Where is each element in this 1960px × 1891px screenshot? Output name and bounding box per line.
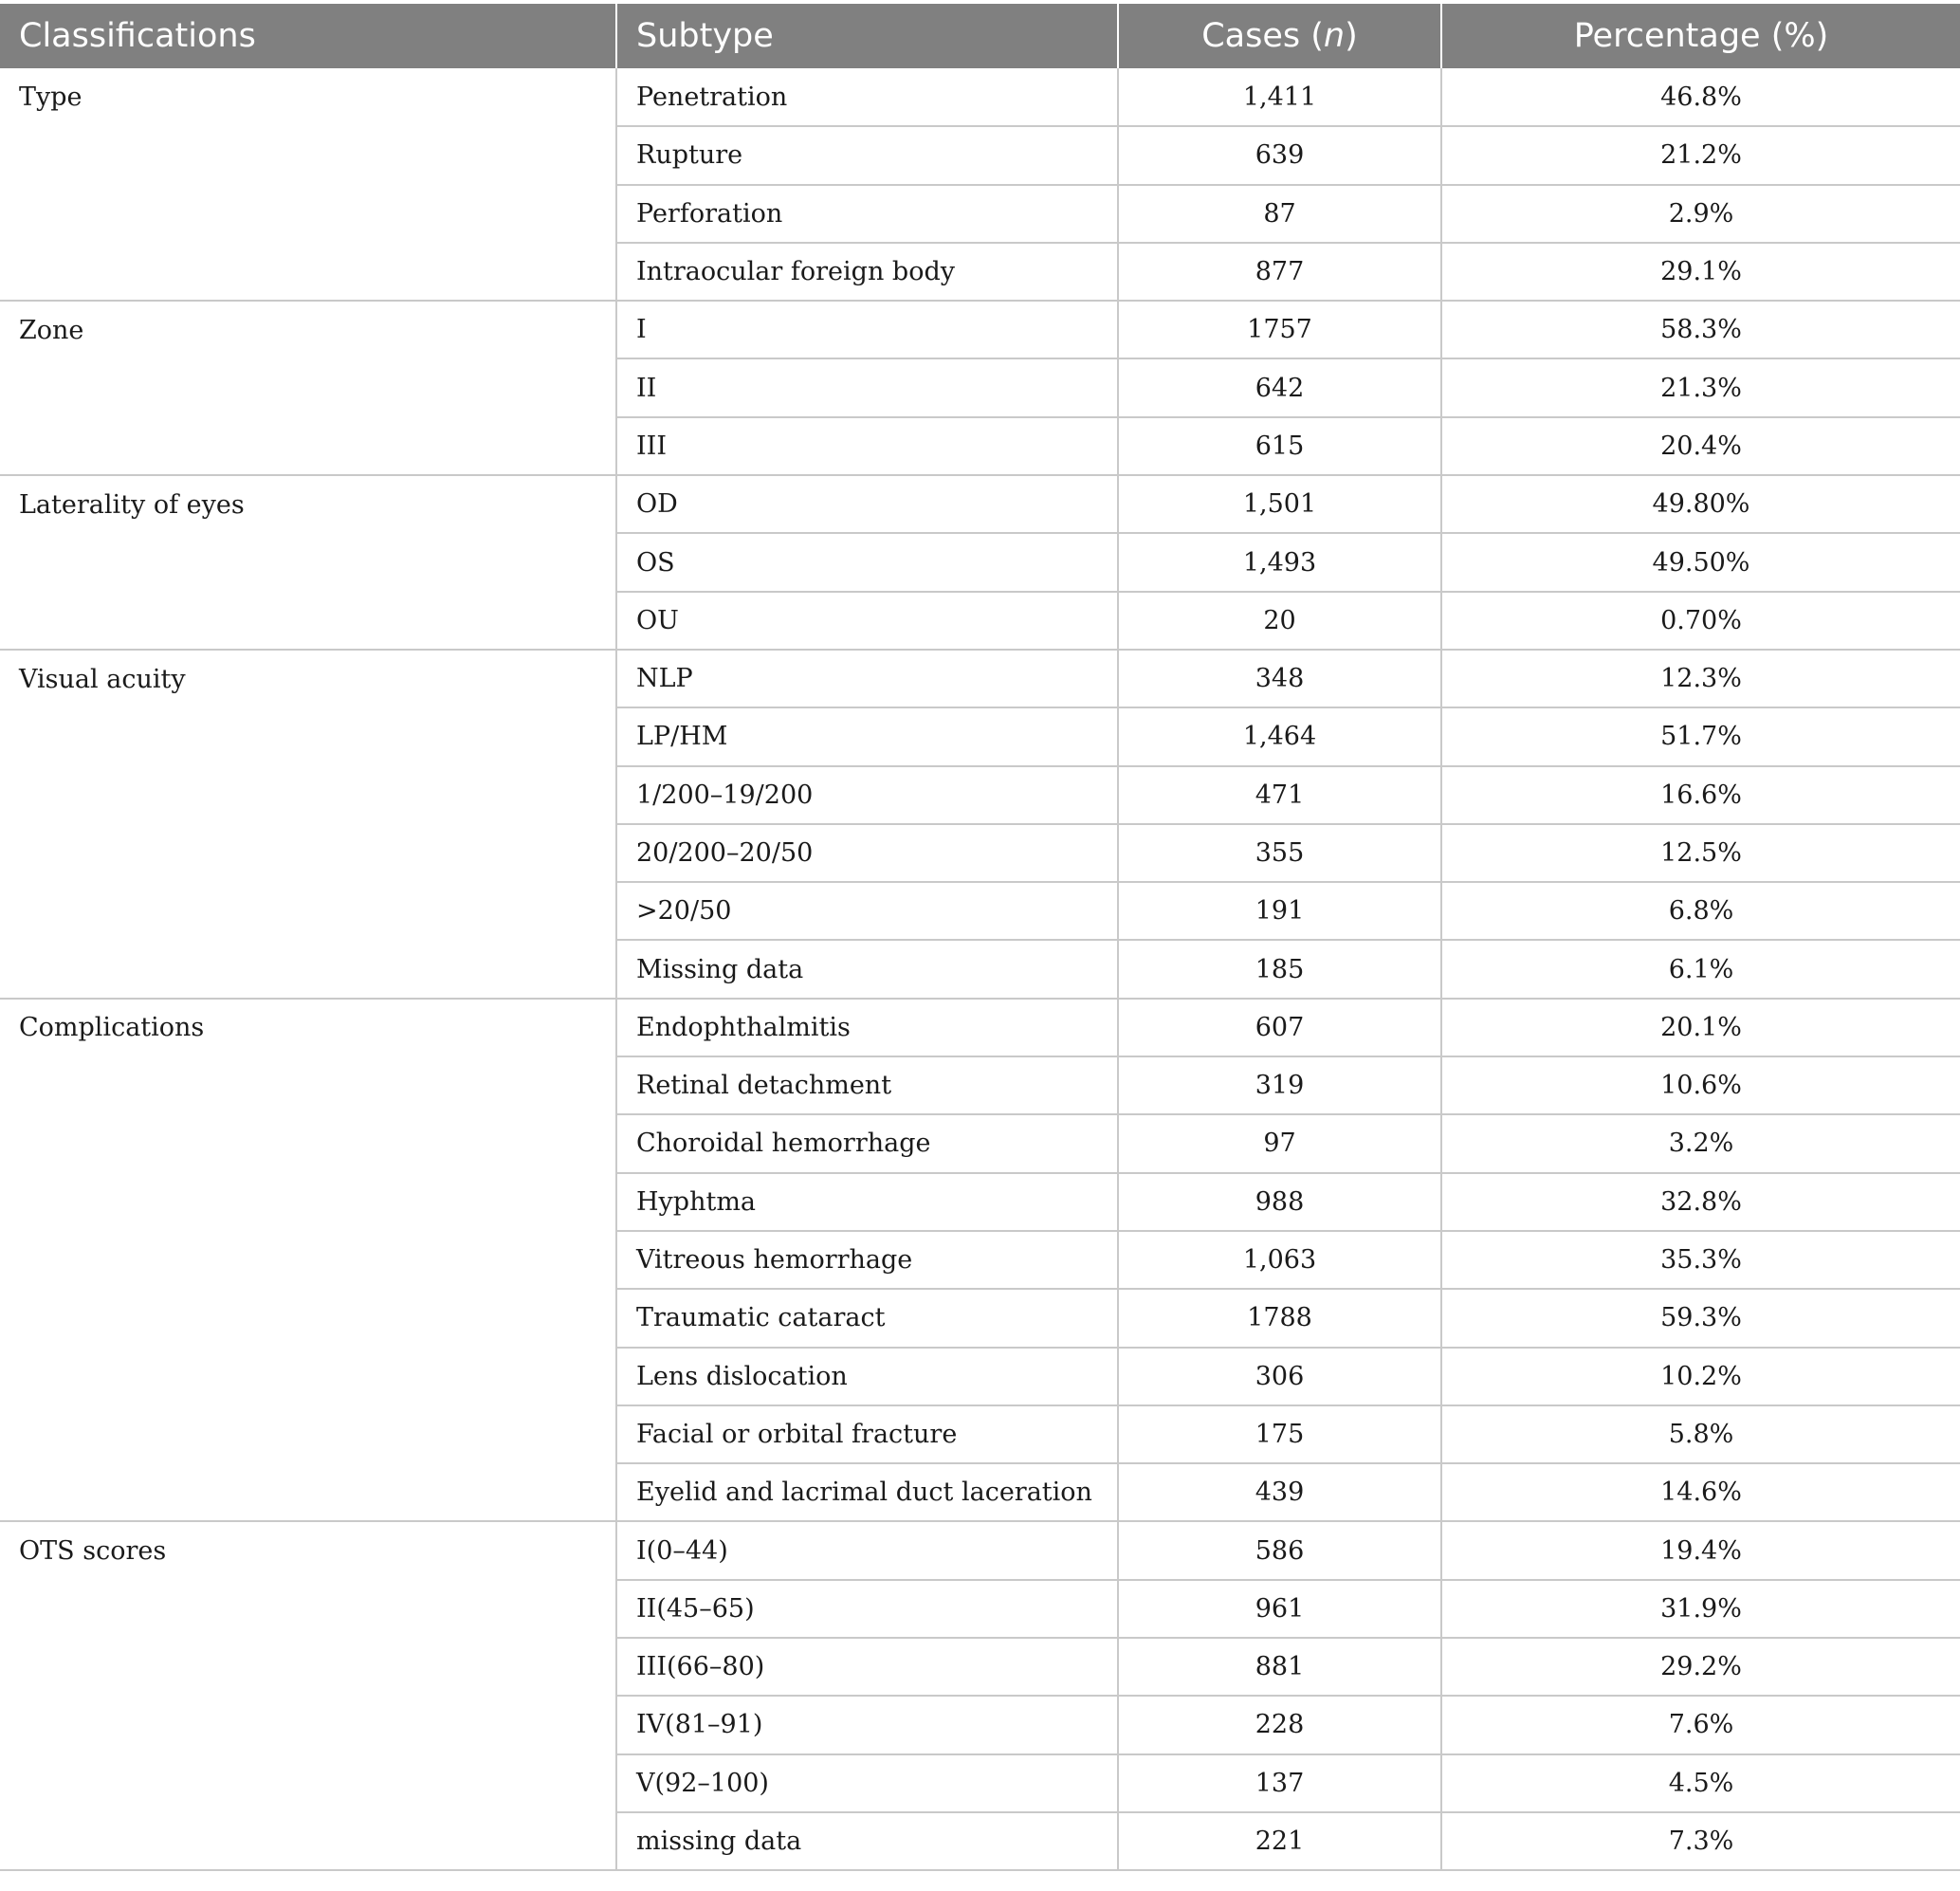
cell-classification: Laterality of eyes [0,475,616,533]
cell-percentage: 0.70% [1441,592,1960,650]
cell-percentage: 29.2% [1441,1638,1960,1696]
table-row [0,1114,1960,1172]
cell-cases: 191 [1118,882,1441,940]
cell-classification [0,1463,616,1521]
cell-percentage: 4.5% [1441,1754,1960,1812]
cell-subtype: II(45–65) [616,1580,1118,1638]
cell-subtype: IV(81–91) [616,1696,1118,1753]
table-row [0,1754,1960,1812]
cell-cases: 881 [1118,1638,1441,1696]
table-body [0,68,1960,1870]
cell-cases: 221 [1118,1812,1441,1870]
cell-cases: 306 [1118,1348,1441,1405]
cell-subtype: Intraocular foreign body [616,243,1118,301]
table-row [0,358,1960,416]
cell-cases: 1788 [1118,1289,1441,1347]
cell-cases: 1,501 [1118,475,1441,533]
cell-percentage: 14.6% [1441,1463,1960,1521]
cell-classification [0,592,616,650]
cell-subtype: I [616,301,1118,358]
cell-classification [0,533,616,591]
cell-subtype: Rupture [616,126,1118,184]
cell-cases: 961 [1118,1580,1441,1638]
cell-percentage: 29.1% [1441,243,1960,301]
header-cases [1118,4,1441,68]
table-row [0,1463,1960,1521]
cell-cases: 615 [1118,417,1441,475]
cell-percentage: 7.3% [1441,1812,1960,1870]
cell-cases: 20 [1118,592,1441,650]
cell-cases: 228 [1118,1696,1441,1753]
table-row [0,243,1960,301]
table-row [0,707,1960,765]
table-row [0,1696,1960,1753]
cell-subtype: Perforation [616,185,1118,243]
cell-subtype: LP/HM [616,707,1118,765]
cell-classification [0,1056,616,1114]
cell-subtype: III [616,417,1118,475]
cell-cases: 97 [1118,1114,1441,1172]
cell-subtype: Lens dislocation [616,1348,1118,1405]
cell-subtype: V(92–100) [616,1754,1118,1812]
table-row [0,68,1960,126]
table-row [0,1231,1960,1289]
cell-classification [0,417,616,475]
table-row [0,185,1960,243]
table-row [0,999,1960,1056]
table-row [0,592,1960,650]
table-row [0,1289,1960,1347]
cell-percentage: 21.2% [1441,126,1960,184]
cell-percentage: 32.8% [1441,1173,1960,1231]
cell-percentage: 49.50% [1441,533,1960,591]
table-row [0,475,1960,533]
cell-subtype: Facial or orbital fracture [616,1405,1118,1463]
cell-percentage: 19.4% [1441,1521,1960,1579]
cell-cases: 586 [1118,1521,1441,1579]
table-row [0,940,1960,998]
cell-subtype: III(66–80) [616,1638,1118,1696]
cell-cases: 877 [1118,243,1441,301]
cell-subtype: 20/200–20/50 [616,824,1118,882]
cell-percentage: 7.6% [1441,1696,1960,1753]
cell-percentage: 20.1% [1441,999,1960,1056]
cell-classification [0,1754,616,1812]
cell-classification [0,940,616,998]
cell-cases: 471 [1118,766,1441,824]
header-cases-suffix: ) [1345,17,1358,55]
cell-percentage: 5.8% [1441,1405,1960,1463]
table-row [0,1521,1960,1579]
cell-cases: 87 [1118,185,1441,243]
cell-percentage: 58.3% [1441,301,1960,358]
cell-percentage: 16.6% [1441,766,1960,824]
cell-subtype: Missing data [616,940,1118,998]
cell-cases: 642 [1118,358,1441,416]
cell-subtype: I(0–44) [616,1521,1118,1579]
cell-classification [0,707,616,765]
cell-subtype: Endophthalmitis [616,999,1118,1056]
cell-cases: 988 [1118,1173,1441,1231]
cell-percentage: 51.7% [1441,707,1960,765]
cell-cases: 1,063 [1118,1231,1441,1289]
cell-cases: 607 [1118,999,1441,1056]
cell-classification [0,1114,616,1172]
cell-subtype: Penetration [616,68,1118,126]
header-cases-prefix: Cases ( [1201,17,1324,55]
injury-classification-table [0,4,1960,1871]
cell-percentage: 35.3% [1441,1231,1960,1289]
header-classifications: Classifications [0,4,616,68]
table-row [0,301,1960,358]
cell-cases: 355 [1118,824,1441,882]
table-row [0,1580,1960,1638]
cell-percentage: 21.3% [1441,358,1960,416]
header-percentage: Percentage (%) [1441,4,1960,68]
table-row [0,766,1960,824]
cell-classification: OTS scores [0,1521,616,1579]
header-cases-n: n [1323,17,1346,55]
cell-classification [0,243,616,301]
header-subtype: Subtype [616,4,1118,68]
cell-classification: Complications [0,999,616,1056]
cell-percentage: 3.2% [1441,1114,1960,1172]
cell-percentage: 59.3% [1441,1289,1960,1347]
cell-classification [0,126,616,184]
cell-subtype: Retinal detachment [616,1056,1118,1114]
table-row [0,824,1960,882]
table-row [0,1173,1960,1231]
cell-subtype: >20/50 [616,882,1118,940]
table-row [0,1348,1960,1405]
table-row [0,1405,1960,1463]
cell-subtype: OD [616,475,1118,533]
table-header [0,4,1960,68]
cell-percentage: 6.1% [1441,940,1960,998]
cell-percentage: 12.5% [1441,824,1960,882]
cell-cases: 175 [1118,1405,1441,1463]
header-row [0,4,1960,68]
table-row [0,1056,1960,1114]
cell-subtype: 1/200–19/200 [616,766,1118,824]
cell-classification [0,1696,616,1753]
cell-cases: 185 [1118,940,1441,998]
cell-classification [0,824,616,882]
table-row [0,1638,1960,1696]
cell-subtype: Traumatic cataract [616,1289,1118,1347]
cell-percentage: 49.80% [1441,475,1960,533]
cell-percentage: 12.3% [1441,650,1960,707]
cell-cases: 439 [1118,1463,1441,1521]
data-table-container [0,4,1960,1871]
table-row [0,650,1960,707]
cell-cases: 1,493 [1118,533,1441,591]
cell-classification [0,1812,616,1870]
cell-percentage: 10.6% [1441,1056,1960,1114]
cell-subtype: missing data [616,1812,1118,1870]
cell-percentage: 46.8% [1441,68,1960,126]
cell-cases: 1,411 [1118,68,1441,126]
cell-percentage: 10.2% [1441,1348,1960,1405]
cell-classification [0,1173,616,1231]
cell-classification [0,358,616,416]
cell-classification: Type [0,68,616,126]
table-row [0,417,1960,475]
cell-percentage: 31.9% [1441,1580,1960,1638]
cell-percentage: 2.9% [1441,185,1960,243]
cell-subtype: OS [616,533,1118,591]
cell-subtype: OU [616,592,1118,650]
cell-percentage: 6.8% [1441,882,1960,940]
cell-subtype: Hyphtma [616,1173,1118,1231]
cell-subtype: II [616,358,1118,416]
cell-cases: 1,464 [1118,707,1441,765]
table-row [0,533,1960,591]
cell-cases: 1757 [1118,301,1441,358]
cell-classification [0,882,616,940]
cell-classification [0,1231,616,1289]
table-row [0,126,1960,184]
cell-classification [0,1405,616,1463]
cell-classification [0,185,616,243]
cell-classification: Zone [0,301,616,358]
cell-classification: Visual acuity [0,650,616,707]
cell-subtype: NLP [616,650,1118,707]
cell-cases: 348 [1118,650,1441,707]
cell-classification [0,1289,616,1347]
cell-cases: 319 [1118,1056,1441,1114]
cell-percentage: 20.4% [1441,417,1960,475]
cell-subtype: Vitreous hemorrhage [616,1231,1118,1289]
cell-subtype: Choroidal hemorrhage [616,1114,1118,1172]
table-row [0,1812,1960,1870]
cell-subtype: Eyelid and lacrimal duct laceration [616,1463,1118,1521]
cell-classification [0,1638,616,1696]
cell-classification [0,766,616,824]
cell-cases: 639 [1118,126,1441,184]
cell-classification [0,1580,616,1638]
cell-classification [0,1348,616,1405]
table-row [0,882,1960,940]
cell-cases: 137 [1118,1754,1441,1812]
